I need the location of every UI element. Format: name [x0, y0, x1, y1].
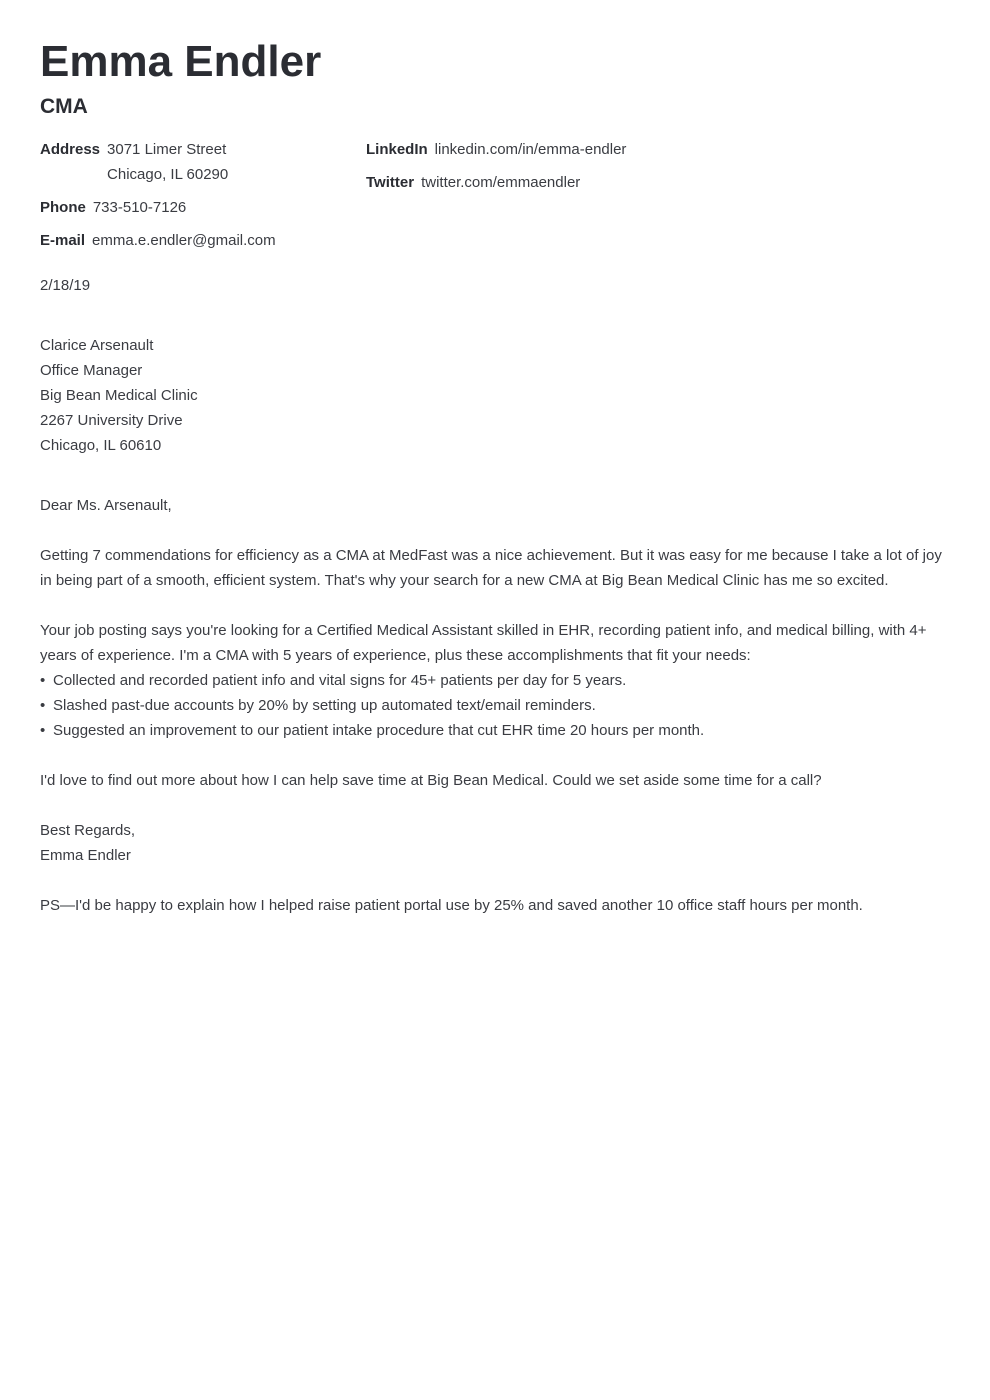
- recipient-city: Chicago, IL 60610: [40, 437, 162, 454]
- contact-twitter: [366, 170, 626, 195]
- contact-address: [40, 137, 276, 187]
- contact-column-left: [40, 137, 276, 261]
- signoff: [40, 818, 950, 868]
- recipient-name: Clarice Arsenault: [40, 337, 154, 354]
- applicant-name: Emma Endler: [40, 37, 322, 86]
- letter-date: 2/18/19: [40, 277, 91, 294]
- applicant-title: CMA: [40, 95, 88, 118]
- address-line-2: Chicago, IL 60290: [107, 166, 229, 183]
- linkedin-label: LinkedIn: [366, 141, 428, 158]
- list-item: [40, 718, 950, 743]
- closing: Best Regards,: [40, 822, 136, 839]
- signature: Emma Endler: [40, 847, 131, 864]
- address-label: Address: [40, 141, 101, 158]
- list-item-text: Slashed past-due accounts by 20% by setting up automated text/email reminders.: [53, 697, 596, 714]
- paragraph-3: I'd love to find out more about how I can help save time at Big Bean Medical. Could we set aside some time for a call?: [40, 772, 822, 789]
- list-item-text: Suggested an improvement to our patient intake procedure that cut EHR time 20 hours per month.: [53, 722, 705, 739]
- greeting: Dear Ms. Arsenault,: [40, 497, 172, 514]
- email-label: E-mail: [40, 232, 86, 249]
- twitter-value: twitter.com/emmaendler: [421, 174, 581, 191]
- paragraph-2: Your job posting says you're looking for a Certified Medical Assistant skilled in EHR, recording patient info, and medical billing, with 4+ years of experience. I'm a CMA with 5 years of experience, plus these accomplishments that fit your needs:: [40, 622, 927, 664]
- list-item: [40, 693, 950, 718]
- contact-linkedin: [366, 137, 626, 162]
- bullet-icon: •: [40, 697, 46, 714]
- list-item: [40, 668, 950, 693]
- list-item-text: Collected and recorded patient info and vital signs for 45+ patients per day for 5 years.: [53, 672, 627, 689]
- phone-label: Phone: [40, 199, 86, 216]
- recipient-block: [40, 333, 198, 458]
- bullet-icon: •: [40, 672, 46, 689]
- contact-phone: [40, 195, 276, 220]
- linkedin-value: linkedin.com/in/emma-endler: [434, 141, 627, 158]
- recipient-company: Big Bean Medical Clinic: [40, 387, 198, 404]
- bullet-icon: •: [40, 722, 46, 739]
- recipient-position: Office Manager: [40, 362, 143, 379]
- paragraph-1: Getting 7 commendations for efficiency as a CMA at MedFast was a nice achievement. But it was easy for me because I take a lot of joy in being part of a smooth, efficient system. That's why your search for a new CMA at Big Bean Medical Clinic has me so excited.: [40, 547, 942, 589]
- twitter-label: Twitter: [366, 174, 415, 191]
- postscript: PS—I'd be happy to explain how I helped raise patient portal use by 25% and saved another 10 office staff hours per month.: [40, 897, 863, 914]
- address-value: [107, 137, 228, 187]
- accomplishments-list: [40, 668, 950, 743]
- phone-value: 733-510-7126: [92, 199, 187, 216]
- recipient-street: 2267 University Drive: [40, 412, 183, 429]
- contact-email: [40, 228, 276, 253]
- email-value: emma.e.endler@gmail.com: [92, 232, 276, 249]
- contact-column-right: [366, 137, 626, 203]
- address-line-1: 3071 Limer Street: [107, 141, 227, 158]
- letter-body: [40, 493, 950, 943]
